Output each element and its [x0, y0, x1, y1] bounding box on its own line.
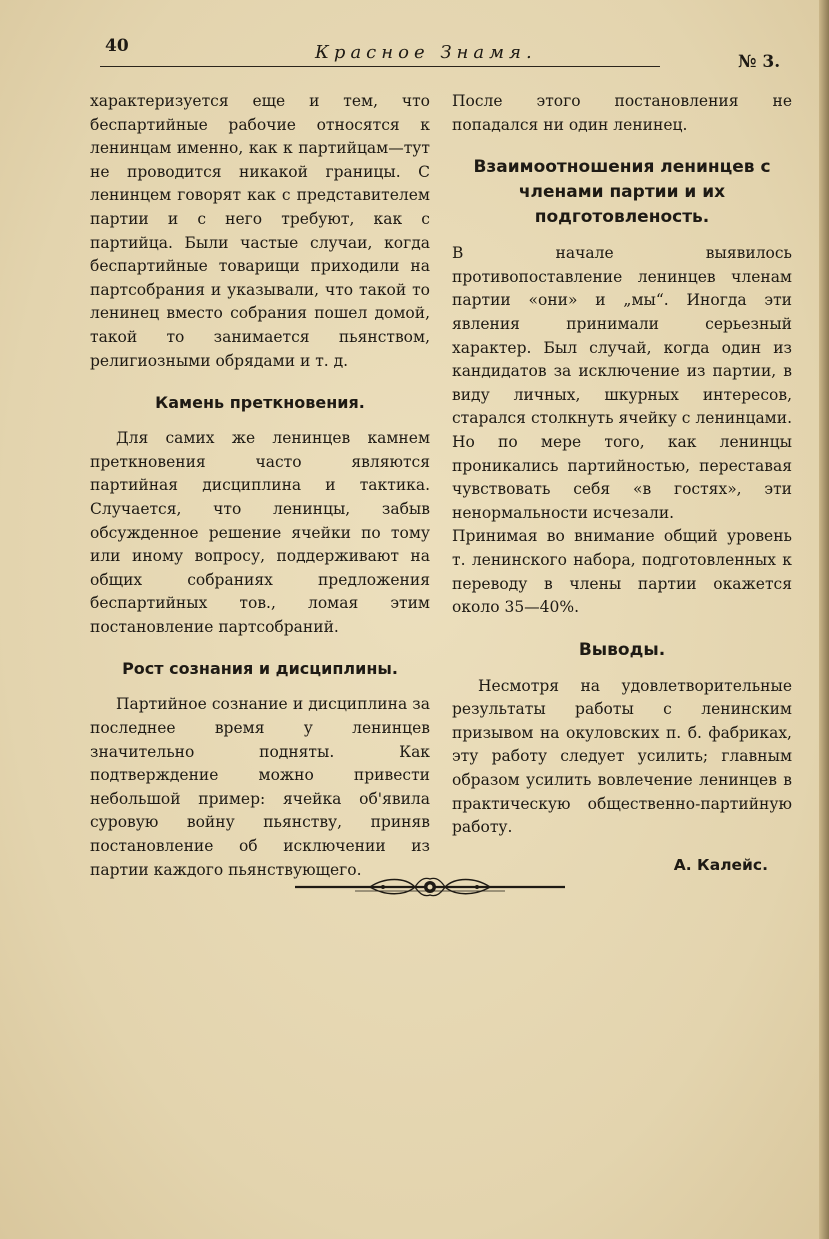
left-column	[90, 90, 430, 882]
relations-paragraph-1: В начале выявилось противопоставление ленинцев членам партии «они» и „мы“. Иногда эти явления принимали серьезный характер. Был случай, когда один из кандидатов за исключение из партии, в виду личных, шкурных интересов, старался столкнуть ячейку с ленинцами. Но по мере того, как ленинцы проникались партийностью, переставая чувствовать себя «в гостях», эти ненормальности исчезали.	[452, 244, 792, 522]
intro-paragraph: характеризуется еще и тем, что беспартийные рабочие относятся к ленинцам именно, как к партийцам—тут не проводится никакой границы. С ленинцем говорят как с представителем партии и с него требуют, как с партийца. Были частые случаи, когда беспартийные товарищи приходили на партсобрания и указывали, что такой то ленинец вместо собрания пошел домой, такой то занимается пьянством, религиозными обрядами и т. д.	[90, 92, 430, 370]
page-header	[100, 32, 790, 72]
section-heading-stumbling-block: Камень преткновения.	[155, 393, 365, 413]
issue-number: № 3.	[738, 52, 781, 72]
growth-paragraph: Партийное сознание и дисциплина за последнее время у ленинцев значительно подняты. Как подтверждение можно привести небольшой пример: ячейка об'явила суровую войну пьянству, приняв постановление об исключении из партии каждого пьянствующего.	[90, 695, 430, 879]
right-column	[452, 90, 792, 877]
relations-paragraph-2: Принимая во внимание общий уровень т. ленинского набора, подготовленных к переводу в члены партии окажется около 35—40%.	[452, 527, 792, 617]
author-signature: А. Калейс.	[673, 855, 768, 874]
stumbling-block-paragraph: Для самих же ленинцев камнем преткновения часто являются партийная дисциплина и тактика. Случается, что ленинцы, забыв обсужденное решение ячейки по тому или иному вопросу, поддерживают на общих собраниях предложения беспартийных тов., ломая этим постановление партсобраний.	[90, 429, 430, 636]
section-heading-growth: Рост сознания и дисциплины.	[122, 659, 398, 679]
section-heading-conclusions: Выводы.	[578, 639, 666, 660]
section-heading-relations: Взаимоотношения ленинцев с членами партии и их подготовленость.	[473, 157, 771, 228]
journal-title: Красное Знамя.	[315, 42, 537, 63]
conclusions-paragraph: Несмотря на удовлетворительные результаты работы с ленинским призывом на окуловских п. б. фабриках, эту работу следует усилить; главным образом усилить вовлечение ленинцев в практическую общественно-партийную работу.	[452, 676, 792, 837]
page-number: 40	[105, 36, 129, 56]
header-rule	[100, 66, 660, 67]
continuation-paragraph: После этого постановления не попадался ни один ленинец.	[452, 92, 792, 134]
page-spine-edge	[819, 0, 829, 1239]
ornament-divider-icon	[295, 874, 565, 904]
